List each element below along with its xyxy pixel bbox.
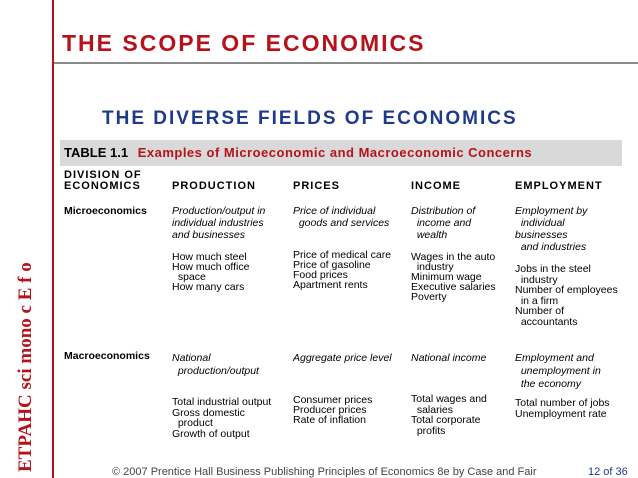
sidebar-band [0, 0, 52, 478]
row-label-micro: Microeconomics [64, 205, 147, 217]
row-label-macro: Macroeconomics [64, 350, 150, 362]
footer-copyright: © 2007 Prentice Hall Business Publishing Principles of Economics 8e by Case and Fair [112, 466, 537, 478]
macro-prices-examples: Consumer prices Producer prices Rate of inflation [293, 394, 373, 426]
header-employment: EMPLOYMENT [515, 180, 603, 192]
sidebar-vertical-text: ETPAHC sci mono c E f o [15, 262, 36, 472]
macro-income-examples: Total wages and salaries Total corporate profits [411, 393, 487, 437]
page-number: 12 of 36 [588, 466, 628, 478]
macro-employment-summary: Employment and unemployment in the economy [515, 352, 601, 390]
slide-title: THE SCOPE OF ECONOMICS [62, 30, 426, 56]
micro-employment-summary: Employment by individual businesses and industries [515, 205, 588, 253]
table-caption-bar [60, 140, 622, 166]
sidebar-divider [52, 0, 54, 478]
slide-subtitle: THE DIVERSE FIELDS OF ECONOMICS [102, 108, 518, 129]
micro-production-examples: How much steel How much office space How many cars [172, 251, 250, 293]
macro-income-summary: National income [411, 352, 487, 364]
header-prices: PRICES [293, 180, 340, 192]
micro-employment-examples: Jobs in the steel industry Number of employees in a firm Number of accountants [515, 263, 618, 328]
micro-income-summary: Distribution of income and wealth [411, 205, 476, 241]
micro-prices-summary: Price of individual goods and services [293, 205, 390, 229]
header-division: DIVISION OF ECONOMICS [64, 169, 142, 192]
micro-income-examples: Wages in the auto industry Minimum wage Executive salaries Poverty [411, 251, 496, 303]
macro-production-summary: National production/output [172, 352, 259, 377]
macro-employment-examples: Total number of jobs Unemployment rate [515, 397, 610, 420]
micro-production-summary: Production/output in individual industries and businesses [172, 205, 266, 241]
macro-production-examples: Total industrial output Gross domestic product Growth of output [172, 396, 272, 440]
title-divider [54, 62, 638, 64]
header-production: PRODUCTION [172, 180, 256, 192]
table-caption: Examples of Microeconomic and Macroeconomic Concerns [137, 145, 533, 160]
header-income: INCOME [411, 180, 461, 192]
table-number: TABLE 1.1 [64, 145, 129, 160]
macro-prices-summary: Aggregate price level [293, 352, 392, 364]
micro-prices-examples: Price of medical care Price of gasoline Food prices Apartment rents [293, 249, 392, 291]
